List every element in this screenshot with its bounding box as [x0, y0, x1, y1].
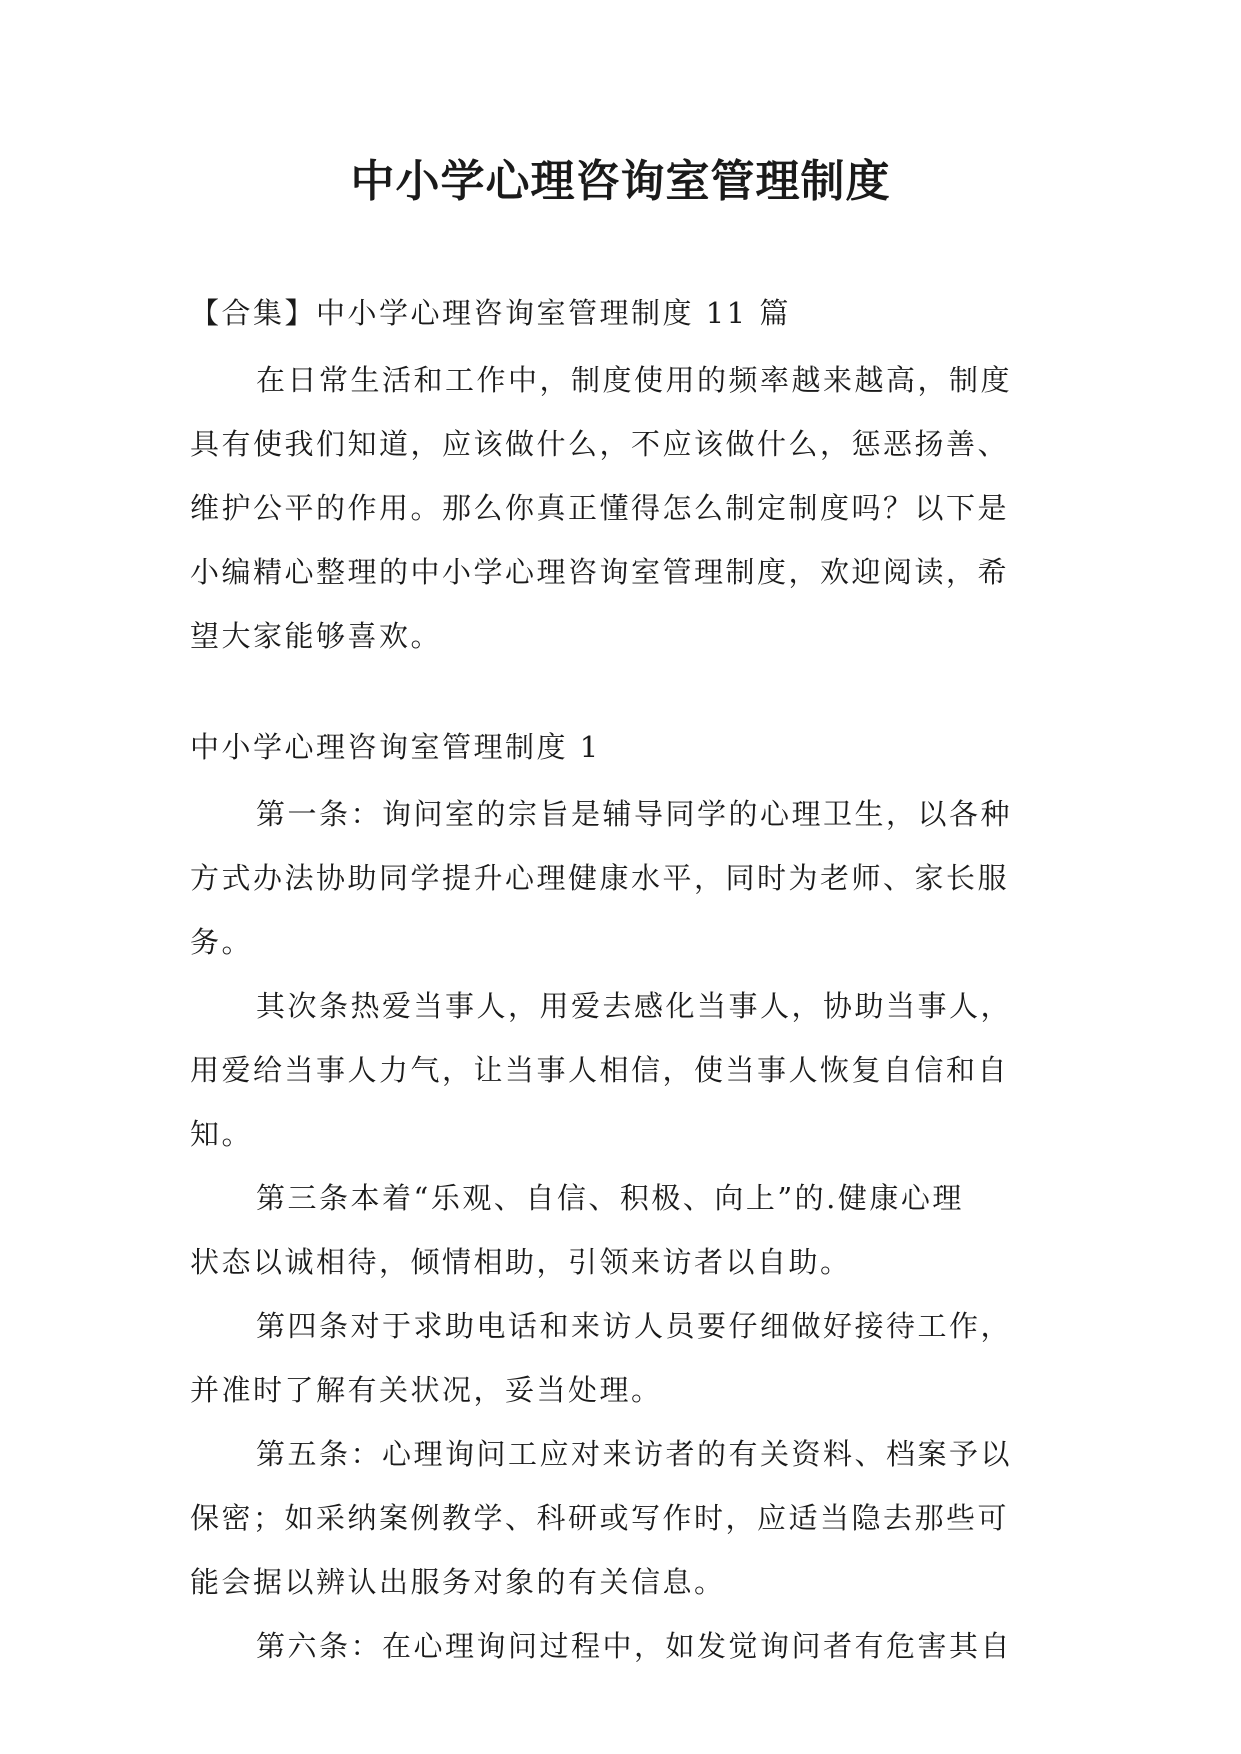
intro-line: 小编精心整理的中小学心理咨询室管理制度，欢迎阅读，希: [190, 555, 1010, 589]
article-line: 状态以诚相待，倾情相助，引领来访者以自助。: [190, 1245, 852, 1279]
intro-line: 在日常生活和工作中，制度使用的频率越来越高，制度: [256, 363, 1013, 397]
document-title: 中小学心理咨询室管理制度: [350, 156, 891, 207]
collection-subtitle: 【合集】中小学心理咨询室管理制度 11 篇: [190, 296, 791, 330]
article-line: 务。: [190, 925, 254, 959]
article-line: 知。: [190, 1117, 254, 1151]
article-paragraph: [190, 1422, 1070, 1614]
article-line: 方式办法协助同学提升心理健康水平，同时为老师、家长服: [190, 861, 1010, 895]
article-line: 用爱给当事人力气，让当事人相信，使当事人恢复自信和自: [190, 1053, 1010, 1087]
intro-line: 维护公平的作用。那么你真正懂得怎么制定制度吗？以下是: [190, 491, 1010, 525]
intro-line: 望大家能够喜欢。: [190, 619, 443, 653]
article-paragraph: [190, 782, 1070, 974]
article-line: 第三条本着“乐观、自信、积极、向上”的.健康心理: [256, 1181, 964, 1215]
article-line: 保密；如采纳案例教学、科研或写作时，应适当隐去那些可: [190, 1501, 1010, 1535]
article-paragraph: [190, 974, 1070, 1166]
intro-paragraph: [190, 348, 1070, 668]
article-line: 第六条：在心理询问过程中，如发觉询问者有危害其自: [256, 1629, 1013, 1663]
article-line: 能会据以辨认出服务对象的有关信息。: [190, 1565, 726, 1599]
article-paragraph: [190, 1614, 1070, 1678]
article-line: 第一条：询问室的宗旨是辅导同学的心理卫生，以各种: [256, 797, 1013, 831]
article-line: 并准时了解有关状况，妥当处理。: [190, 1373, 663, 1407]
article-line: 其次条热爱当事人，用爱去感化当事人，协助当事人，: [256, 989, 1013, 1023]
article-line: 第四条对于求助电话和来访人员要仔细做好接待工作，: [256, 1309, 1013, 1343]
article-paragraph: [190, 1166, 1070, 1294]
document-body: [190, 292, 1070, 1678]
section-heading: 中小学心理咨询室管理制度 1: [190, 730, 601, 764]
article-paragraph: [190, 1294, 1070, 1422]
intro-line: 具有使我们知道，应该做什么，不应该做什么，惩恶扬善、: [190, 427, 1010, 461]
article-line: 第五条：心理询问工应对来访者的有关资料、档案予以: [256, 1437, 1013, 1471]
